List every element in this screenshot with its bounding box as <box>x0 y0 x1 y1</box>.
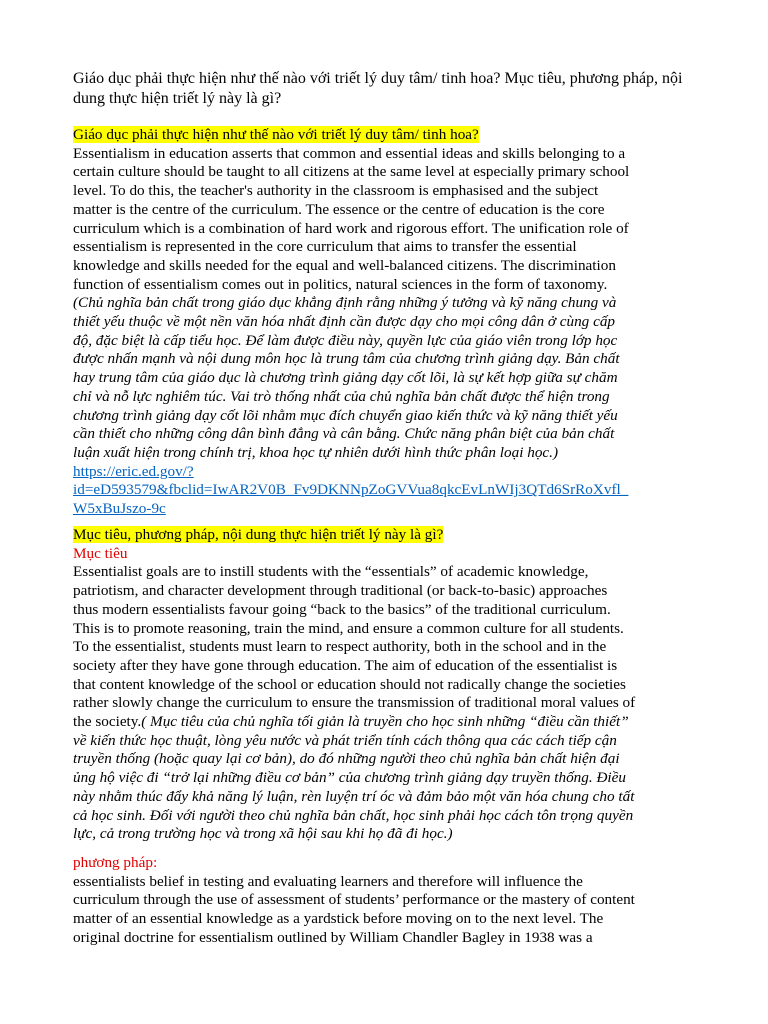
text-line: lực, cả trong trường học và trong xã hội sau khi họ đã đi học.) <box>73 825 453 843</box>
text-line: society after they have gone through education. The aim of education of the essentialist is <box>73 656 618 674</box>
text-line: thus modern essentialists favour going “back to the basics” of the traditional curriculum. <box>73 600 611 618</box>
link-line[interactable]: https://eric.ed.gov/? <box>73 462 194 480</box>
goal-subheading: Mục tiêu <box>73 544 128 562</box>
text-line: level. To do this, the teacher's authority in the classroom is emphasised and the subject <box>73 182 599 200</box>
text-line: được nhấn mạnh và nội dung môn học là trung tâm của chương trình giảng dạy. Bản chất <box>73 350 620 368</box>
text-line <box>73 713 703 732</box>
text-line: original doctrine for essentialism outlined by William Chandler Bagley in 1938 was a <box>73 928 593 946</box>
section1-vietnamese <box>73 294 703 462</box>
text-line: curriculum through the use of assessment of students’ performance or the mastery of content <box>73 891 635 909</box>
document-title: Giáo dục phải thực hiện như thế nào với triết lý duy tâm/ tinh hoa? Mục tiêu, phương pháp, nội dung thực hiện triết lý này là gì? <box>73 70 683 107</box>
text-line: cần thiết cho những công dân bình đẳng và cân bằng. Chức năng phân biệt của bản chất <box>73 425 615 443</box>
text-line: cả học sinh. Đối với người theo chủ nghĩa bản chất, học sinh phải học cách tôn trọng quyền <box>73 806 634 824</box>
section1 <box>73 126 703 519</box>
text-line: essentialism is represented in the core curriculum that aims to transfer the essential <box>73 238 577 256</box>
method-section <box>73 854 703 948</box>
text-line: Essentialism in education asserts that common and essential ideas and skills belonging to a <box>73 144 626 162</box>
text-line: This is to promote reasoning, train the mind, and ensure a common culture for all students. <box>73 619 624 637</box>
vietnamese-head: ( Mục tiêu của chủ nghĩa tối giản là truyền cho học sinh những “điều cần thiết” <box>141 713 629 731</box>
link-line[interactable]: id=eD593579&fbclid=IwAR2V0B_Fv9DKNNpZoGVVua8qkcEvLnWIj3QTd6SrRoXvfl_ <box>73 481 629 499</box>
text-line: To the essentialist, students must learn to respect authority, both in the school and in the <box>73 638 607 656</box>
text-line: Essentialist goals are to instill students with the “essentials” of academic knowledge, <box>73 563 589 581</box>
text-line: patriotism, and character development through traditional (or back-to-basic) approaches <box>73 582 608 600</box>
eric-link[interactable] <box>73 463 703 519</box>
section2-heading: Mục tiêu, phương pháp, nội dung thực hiện triết lý này là gì? <box>73 526 444 543</box>
text-line: rather slowly change the curriculum to ensure the transmission of traditional moral values of <box>73 694 636 712</box>
section2-vietnamese <box>73 732 703 844</box>
text-line: (Chủ nghĩa bản chất trong giáo dục khẳng định rằng những ý tưởng và kỹ năng chung và <box>73 294 617 312</box>
text-line: thiết yếu thuộc về một nền văn hóa nhất định cần được dạy cho mọi công dân ở cùng cấp <box>73 313 616 331</box>
text-line: knowledge and skills needed for the equal and well-balanced citizens. The discrimination <box>73 256 616 274</box>
text-line: chỉ và nỗ lực nghiêm túc. Vai trò thống nhất của chủ nghĩa bản chất được thể hiện trong <box>73 387 610 405</box>
text-line: độ, đặc biệt là cấp tiểu học. Để làm được điều này, quyền lực của giáo viên trong lớp học <box>73 331 618 349</box>
text-line: matter of an essential knowledge as a yardstick before moving on to the next level. The <box>73 910 604 928</box>
section2-goals <box>73 563 703 731</box>
text-line: chương trình giảng dạy cốt lõi nhằm mục đích chuyển giao kiến thức và kỹ năng thiết yếu <box>73 406 618 424</box>
link-line[interactable]: W5xBuJszo-9c <box>73 500 166 518</box>
english-tail: the society. <box>73 713 142 731</box>
section1-heading: Giáo dục phải thực hiện như thế nào với triết lý duy tâm/ tinh hoa? <box>73 126 479 143</box>
text-line: về kiến thức học thuật, lòng yêu nước và phát triển tính cách thông qua các cách tiếp cận <box>73 731 617 749</box>
text-line: certain culture should be taught to all citizens at the same level at especially primary school <box>73 163 630 181</box>
section2 <box>73 526 703 844</box>
text-line: truyền thống (hoặc quay lại cơ bản), do đó những người theo chủ nghĩa bản chất hiện đại <box>73 750 620 768</box>
text-line: function of essentialism comes out in politics, natural sciences in the form of taxonomy. <box>73 275 608 293</box>
text-line: curriculum which is a combination of hard work and rigorous effort. The unification role of <box>73 219 629 237</box>
text-line: ủng hộ việc đi “trở lại những điều cơ bản” của chương trình giảng dạy truyền thống. Điều <box>73 769 626 787</box>
text-line: matter is the centre of the curriculum. The essence or the centre of education is the core <box>73 200 605 218</box>
text-line: luận xuất hiện trong chính trị, khoa học tự nhiên dưới hình thức phân loại học.) <box>73 443 559 461</box>
method-subheading: phương pháp: <box>73 854 158 871</box>
text-line: essentialists belief in testing and evaluating learners and therefore will influence the <box>73 872 583 890</box>
text-line: này nhằm thúc đẩy khả năng lý luận, rèn luyện trí óc và đảm bảo một văn hóa chung cho tất <box>73 787 635 805</box>
text-line: hay trung tâm của giáo dục là chương trình giảng dạy cốt lõi, là sự kết hợp giữa sự chăm <box>73 369 618 387</box>
section1-english <box>73 145 703 295</box>
text-line: that content knowledge of the school or education should not radically change the societies <box>73 675 626 693</box>
